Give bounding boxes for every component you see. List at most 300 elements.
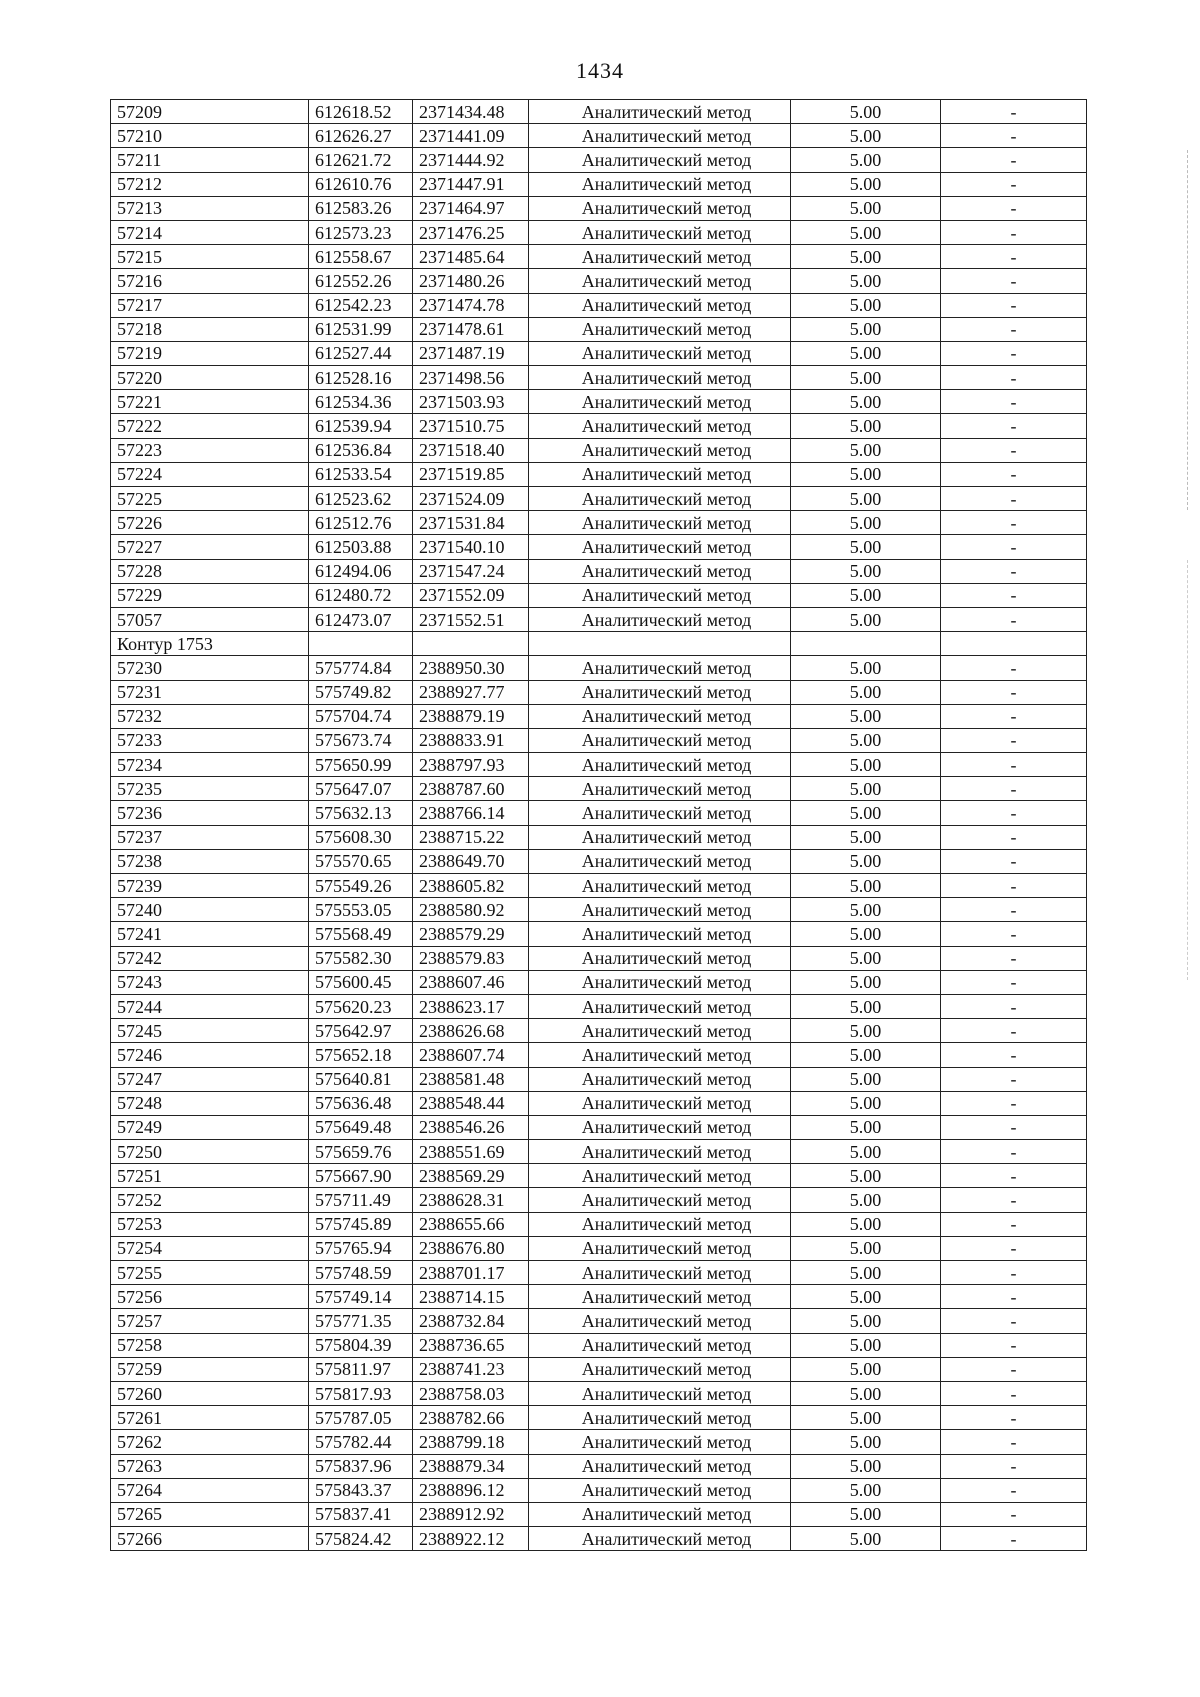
table-row <box>111 994 1087 1018</box>
accuracy-cell: 5.00 <box>791 583 941 607</box>
method-cell: Аналитический метод <box>529 245 791 269</box>
y-coordinate-cell: 2388701.17 <box>413 1261 529 1285</box>
x-coordinate-cell: 612512.76 <box>309 511 413 535</box>
coordinates-table-body <box>111 100 1087 1551</box>
table-row <box>111 825 1087 849</box>
x-coordinate-cell: 575652.18 <box>309 1043 413 1067</box>
accuracy-cell: 5.00 <box>791 898 941 922</box>
empty-cell <box>529 632 791 656</box>
note-cell: - <box>941 341 1087 365</box>
point-id-cell: 57244 <box>111 994 309 1018</box>
method-cell: Аналитический метод <box>529 1430 791 1454</box>
accuracy-cell: 5.00 <box>791 970 941 994</box>
accuracy-cell: 5.00 <box>791 1019 941 1043</box>
method-cell: Аналитический метод <box>529 1212 791 1236</box>
margin-scan-mark <box>1186 560 1188 980</box>
note-cell: - <box>941 1043 1087 1067</box>
x-coordinate-cell: 612494.06 <box>309 559 413 583</box>
section-header-row <box>111 632 1087 656</box>
table-row <box>111 1309 1087 1333</box>
method-cell: Аналитический метод <box>529 946 791 970</box>
note-cell: - <box>941 1164 1087 1188</box>
method-cell: Аналитический метод <box>529 801 791 825</box>
table-row <box>111 390 1087 414</box>
y-coordinate-cell: 2388758.03 <box>413 1381 529 1405</box>
y-coordinate-cell: 2388655.66 <box>413 1212 529 1236</box>
table-row <box>111 1019 1087 1043</box>
table-row <box>111 245 1087 269</box>
point-id-cell: 57255 <box>111 1261 309 1285</box>
y-coordinate-cell: 2371552.09 <box>413 583 529 607</box>
note-cell: - <box>941 438 1087 462</box>
note-cell: - <box>941 728 1087 752</box>
accuracy-cell: 5.00 <box>791 1236 941 1260</box>
x-coordinate-cell: 575771.35 <box>309 1309 413 1333</box>
point-id-cell: 57265 <box>111 1502 309 1526</box>
point-id-cell: 57213 <box>111 196 309 220</box>
x-coordinate-cell: 612503.88 <box>309 535 413 559</box>
point-id-cell: 57214 <box>111 220 309 244</box>
x-coordinate-cell: 575636.48 <box>309 1091 413 1115</box>
method-cell: Аналитический метод <box>529 898 791 922</box>
table-row <box>111 704 1087 728</box>
table-row <box>111 511 1087 535</box>
y-coordinate-cell: 2388579.29 <box>413 922 529 946</box>
point-id-cell: 57218 <box>111 317 309 341</box>
table-row <box>111 220 1087 244</box>
note-cell: - <box>941 583 1087 607</box>
accuracy-cell: 5.00 <box>791 777 941 801</box>
y-coordinate-cell: 2388799.18 <box>413 1430 529 1454</box>
accuracy-cell: 5.00 <box>791 1527 941 1551</box>
x-coordinate-cell: 575620.23 <box>309 994 413 1018</box>
empty-cell <box>413 632 529 656</box>
point-id-cell: 57245 <box>111 1019 309 1043</box>
x-coordinate-cell: 612583.26 <box>309 196 413 220</box>
y-coordinate-cell: 2388833.91 <box>413 728 529 752</box>
accuracy-cell: 5.00 <box>791 293 941 317</box>
point-id-cell: 57254 <box>111 1236 309 1260</box>
accuracy-cell: 5.00 <box>791 1430 941 1454</box>
note-cell: - <box>941 1333 1087 1357</box>
accuracy-cell: 5.00 <box>791 1115 941 1139</box>
point-id-cell: 57262 <box>111 1430 309 1454</box>
note-cell: - <box>941 1212 1087 1236</box>
point-id-cell: 57261 <box>111 1406 309 1430</box>
table-row <box>111 1212 1087 1236</box>
y-coordinate-cell: 2388548.44 <box>413 1091 529 1115</box>
accuracy-cell: 5.00 <box>791 511 941 535</box>
table-row <box>111 1430 1087 1454</box>
point-id-cell: 57211 <box>111 148 309 172</box>
table-row <box>111 1043 1087 1067</box>
point-id-cell: 57238 <box>111 849 309 873</box>
table-row <box>111 898 1087 922</box>
method-cell: Аналитический метод <box>529 535 791 559</box>
x-coordinate-cell: 575843.37 <box>309 1478 413 1502</box>
y-coordinate-cell: 2371478.61 <box>413 317 529 341</box>
x-coordinate-cell: 575553.05 <box>309 898 413 922</box>
note-cell: - <box>941 1406 1087 1430</box>
point-id-cell: 57246 <box>111 1043 309 1067</box>
note-cell: - <box>941 1381 1087 1405</box>
x-coordinate-cell: 575782.44 <box>309 1430 413 1454</box>
method-cell: Аналитический метод <box>529 680 791 704</box>
page-number: 1434 <box>576 58 624 83</box>
note-cell: - <box>941 220 1087 244</box>
note-cell: - <box>941 366 1087 390</box>
y-coordinate-cell: 2388879.19 <box>413 704 529 728</box>
method-cell: Аналитический метод <box>529 656 791 680</box>
table-row <box>111 1406 1087 1430</box>
table-row <box>111 1091 1087 1115</box>
note-cell: - <box>941 317 1087 341</box>
note-cell: - <box>941 922 1087 946</box>
x-coordinate-cell: 575787.05 <box>309 1406 413 1430</box>
x-coordinate-cell: 612473.07 <box>309 607 413 631</box>
method-cell: Аналитический метод <box>529 1406 791 1430</box>
method-cell: Аналитический метод <box>529 1502 791 1526</box>
table-row <box>111 341 1087 365</box>
table-row <box>111 1357 1087 1381</box>
point-id-cell: 57217 <box>111 293 309 317</box>
y-coordinate-cell: 2388927.77 <box>413 680 529 704</box>
note-cell: - <box>941 994 1087 1018</box>
note-cell: - <box>941 196 1087 220</box>
method-cell: Аналитический метод <box>529 462 791 486</box>
x-coordinate-cell: 575749.14 <box>309 1285 413 1309</box>
point-id-cell: 57256 <box>111 1285 309 1309</box>
table-row <box>111 462 1087 486</box>
method-cell: Аналитический метод <box>529 849 791 873</box>
method-cell: Аналитический метод <box>529 1454 791 1478</box>
table-row <box>111 583 1087 607</box>
accuracy-cell: 5.00 <box>791 341 941 365</box>
note-cell: - <box>941 462 1087 486</box>
margin-scan-mark <box>1186 150 1188 510</box>
point-id-cell: 57233 <box>111 728 309 752</box>
point-id-cell: 57216 <box>111 269 309 293</box>
x-coordinate-cell: 612480.72 <box>309 583 413 607</box>
note-cell: - <box>941 511 1087 535</box>
method-cell: Аналитический метод <box>529 341 791 365</box>
note-cell: - <box>941 1285 1087 1309</box>
point-id-cell: 57210 <box>111 124 309 148</box>
point-id-cell: 57225 <box>111 487 309 511</box>
method-cell: Аналитический метод <box>529 922 791 946</box>
accuracy-cell: 5.00 <box>791 196 941 220</box>
note-cell: - <box>941 946 1087 970</box>
note-cell: - <box>941 1115 1087 1139</box>
method-cell: Аналитический метод <box>529 124 791 148</box>
point-id-cell: 57264 <box>111 1478 309 1502</box>
note-cell: - <box>941 970 1087 994</box>
accuracy-cell: 5.00 <box>791 1261 941 1285</box>
table-row <box>111 1261 1087 1285</box>
y-coordinate-cell: 2371441.09 <box>413 124 529 148</box>
y-coordinate-cell: 2388607.74 <box>413 1043 529 1067</box>
x-coordinate-cell: 575600.45 <box>309 970 413 994</box>
table-row <box>111 801 1087 825</box>
x-coordinate-cell: 612531.99 <box>309 317 413 341</box>
y-coordinate-cell: 2388581.48 <box>413 1067 529 1091</box>
table-row <box>111 1502 1087 1526</box>
point-id-cell: 57266 <box>111 1527 309 1551</box>
accuracy-cell: 5.00 <box>791 1140 941 1164</box>
accuracy-cell: 5.00 <box>791 535 941 559</box>
note-cell: - <box>941 172 1087 196</box>
point-id-cell: 57263 <box>111 1454 309 1478</box>
accuracy-cell: 5.00 <box>791 922 941 946</box>
note-cell: - <box>941 1527 1087 1551</box>
note-cell: - <box>941 1478 1087 1502</box>
table-row <box>111 535 1087 559</box>
method-cell: Аналитический метод <box>529 728 791 752</box>
y-coordinate-cell: 2371531.84 <box>413 511 529 535</box>
accuracy-cell: 5.00 <box>791 220 941 244</box>
method-cell: Аналитический метод <box>529 269 791 293</box>
table-row <box>111 124 1087 148</box>
note-cell: - <box>941 1357 1087 1381</box>
x-coordinate-cell: 575749.82 <box>309 680 413 704</box>
method-cell: Аналитический метод <box>529 172 791 196</box>
x-coordinate-cell: 575837.41 <box>309 1502 413 1526</box>
table-row <box>111 1115 1087 1139</box>
method-cell: Аналитический метод <box>529 704 791 728</box>
table-row <box>111 680 1087 704</box>
table-row <box>111 753 1087 777</box>
table-row <box>111 559 1087 583</box>
x-coordinate-cell: 575608.30 <box>309 825 413 849</box>
note-cell: - <box>941 269 1087 293</box>
point-id-cell: 57251 <box>111 1164 309 1188</box>
accuracy-cell: 5.00 <box>791 801 941 825</box>
accuracy-cell: 5.00 <box>791 462 941 486</box>
table-row <box>111 1188 1087 1212</box>
table-row <box>111 1236 1087 1260</box>
accuracy-cell: 5.00 <box>791 1285 941 1309</box>
y-coordinate-cell: 2388714.15 <box>413 1285 529 1309</box>
point-id-cell: 57247 <box>111 1067 309 1091</box>
point-id-cell: 57239 <box>111 874 309 898</box>
y-coordinate-cell: 2371552.51 <box>413 607 529 631</box>
method-cell: Аналитический метод <box>529 148 791 172</box>
x-coordinate-cell: 612527.44 <box>309 341 413 365</box>
note-cell: - <box>941 1140 1087 1164</box>
note-cell: - <box>941 1188 1087 1212</box>
point-id-cell: 57224 <box>111 462 309 486</box>
method-cell: Аналитический метод <box>529 994 791 1018</box>
method-cell: Аналитический метод <box>529 1527 791 1551</box>
table-row <box>111 100 1087 124</box>
accuracy-cell: 5.00 <box>791 728 941 752</box>
accuracy-cell: 5.00 <box>791 124 941 148</box>
accuracy-cell: 5.00 <box>791 1406 941 1430</box>
note-cell: - <box>941 825 1087 849</box>
point-id-cell: 57248 <box>111 1091 309 1115</box>
y-coordinate-cell: 2388623.17 <box>413 994 529 1018</box>
y-coordinate-cell: 2388607.46 <box>413 970 529 994</box>
x-coordinate-cell: 575640.81 <box>309 1067 413 1091</box>
table-row <box>111 317 1087 341</box>
x-coordinate-cell: 575667.90 <box>309 1164 413 1188</box>
accuracy-cell: 5.00 <box>791 1091 941 1115</box>
table-row <box>111 946 1087 970</box>
x-coordinate-cell: 575824.42 <box>309 1527 413 1551</box>
point-id-cell: 57228 <box>111 559 309 583</box>
note-cell: - <box>941 607 1087 631</box>
method-cell: Аналитический метод <box>529 511 791 535</box>
table-row <box>111 1067 1087 1091</box>
y-coordinate-cell: 2371485.64 <box>413 245 529 269</box>
point-id-cell: 57230 <box>111 656 309 680</box>
x-coordinate-cell: 612523.62 <box>309 487 413 511</box>
y-coordinate-cell: 2371476.25 <box>413 220 529 244</box>
y-coordinate-cell: 2371487.19 <box>413 341 529 365</box>
x-coordinate-cell: 612539.94 <box>309 414 413 438</box>
point-id-cell: 57234 <box>111 753 309 777</box>
table-row <box>111 849 1087 873</box>
table-row <box>111 1285 1087 1309</box>
method-cell: Аналитический метод <box>529 1140 791 1164</box>
note-cell: - <box>941 293 1087 317</box>
method-cell: Аналитический метод <box>529 607 791 631</box>
note-cell: - <box>941 1019 1087 1043</box>
accuracy-cell: 5.00 <box>791 438 941 462</box>
note-cell: - <box>941 849 1087 873</box>
accuracy-cell: 5.00 <box>791 994 941 1018</box>
note-cell: - <box>941 874 1087 898</box>
accuracy-cell: 5.00 <box>791 269 941 293</box>
note-cell: - <box>941 390 1087 414</box>
note-cell: - <box>941 559 1087 583</box>
x-coordinate-cell: 612610.76 <box>309 172 413 196</box>
table-row <box>111 1381 1087 1405</box>
y-coordinate-cell: 2388605.82 <box>413 874 529 898</box>
note-cell: - <box>941 148 1087 172</box>
x-coordinate-cell: 612621.72 <box>309 148 413 172</box>
point-id-cell: 57237 <box>111 825 309 849</box>
y-coordinate-cell: 2371519.85 <box>413 462 529 486</box>
point-id-cell: 57259 <box>111 1357 309 1381</box>
x-coordinate-cell: 612533.54 <box>309 462 413 486</box>
table-row <box>111 438 1087 462</box>
table-row <box>111 874 1087 898</box>
note-cell: - <box>941 1309 1087 1333</box>
x-coordinate-cell: 575650.99 <box>309 753 413 777</box>
accuracy-cell: 5.00 <box>791 487 941 511</box>
x-coordinate-cell: 612552.26 <box>309 269 413 293</box>
y-coordinate-cell: 2388912.92 <box>413 1502 529 1526</box>
note-cell: - <box>941 1502 1087 1526</box>
method-cell: Аналитический метод <box>529 1381 791 1405</box>
method-cell: Аналитический метод <box>529 487 791 511</box>
y-coordinate-cell: 2371444.92 <box>413 148 529 172</box>
table-row <box>111 366 1087 390</box>
method-cell: Аналитический метод <box>529 414 791 438</box>
method-cell: Аналитический метод <box>529 1188 791 1212</box>
table-row <box>111 1164 1087 1188</box>
y-coordinate-cell: 2371474.78 <box>413 293 529 317</box>
point-id-cell: 57231 <box>111 680 309 704</box>
point-id-cell: 57220 <box>111 366 309 390</box>
accuracy-cell: 5.00 <box>791 656 941 680</box>
y-coordinate-cell: 2388797.93 <box>413 753 529 777</box>
point-id-cell: 57236 <box>111 801 309 825</box>
x-coordinate-cell: 575745.89 <box>309 1212 413 1236</box>
point-id-cell: 57257 <box>111 1309 309 1333</box>
empty-cell <box>309 632 413 656</box>
y-coordinate-cell: 2388649.70 <box>413 849 529 873</box>
method-cell: Аналитический метод <box>529 293 791 317</box>
x-coordinate-cell: 612528.16 <box>309 366 413 390</box>
method-cell: Аналитический метод <box>529 317 791 341</box>
table-row <box>111 777 1087 801</box>
table-row <box>111 728 1087 752</box>
method-cell: Аналитический метод <box>529 1067 791 1091</box>
note-cell: - <box>941 801 1087 825</box>
accuracy-cell: 5.00 <box>791 1357 941 1381</box>
x-coordinate-cell: 575659.76 <box>309 1140 413 1164</box>
accuracy-cell: 5.00 <box>791 680 941 704</box>
accuracy-cell: 5.00 <box>791 100 941 124</box>
x-coordinate-cell: 575704.74 <box>309 704 413 728</box>
x-coordinate-cell: 612558.67 <box>309 245 413 269</box>
accuracy-cell: 5.00 <box>791 1164 941 1188</box>
method-cell: Аналитический метод <box>529 1357 791 1381</box>
x-coordinate-cell: 575817.93 <box>309 1381 413 1405</box>
point-id-cell: 57241 <box>111 922 309 946</box>
accuracy-cell: 5.00 <box>791 1333 941 1357</box>
note-cell: - <box>941 1091 1087 1115</box>
table-row <box>111 922 1087 946</box>
note-cell: - <box>941 1236 1087 1260</box>
y-coordinate-cell: 2388628.31 <box>413 1188 529 1212</box>
table-row <box>111 970 1087 994</box>
point-id-cell: 57215 <box>111 245 309 269</box>
y-coordinate-cell: 2388579.83 <box>413 946 529 970</box>
accuracy-cell: 5.00 <box>791 1478 941 1502</box>
point-id-cell: 57229 <box>111 583 309 607</box>
x-coordinate-cell: 575711.49 <box>309 1188 413 1212</box>
y-coordinate-cell: 2388569.29 <box>413 1164 529 1188</box>
x-coordinate-cell: 575673.74 <box>309 728 413 752</box>
point-id-cell: 57209 <box>111 100 309 124</box>
method-cell: Аналитический метод <box>529 559 791 583</box>
x-coordinate-cell: 612573.23 <box>309 220 413 244</box>
y-coordinate-cell: 2371464.97 <box>413 196 529 220</box>
table-row <box>111 269 1087 293</box>
method-cell: Аналитический метод <box>529 1091 791 1115</box>
accuracy-cell: 5.00 <box>791 1502 941 1526</box>
x-coordinate-cell: 575811.97 <box>309 1357 413 1381</box>
x-coordinate-cell: 575774.84 <box>309 656 413 680</box>
method-cell: Аналитический метод <box>529 874 791 898</box>
point-id-cell: 57253 <box>111 1212 309 1236</box>
note-cell: - <box>941 414 1087 438</box>
note-cell: - <box>941 535 1087 559</box>
y-coordinate-cell: 2371434.48 <box>413 100 529 124</box>
point-id-cell: 57243 <box>111 970 309 994</box>
y-coordinate-cell: 2388766.14 <box>413 801 529 825</box>
point-id-cell: 57221 <box>111 390 309 414</box>
table-row <box>111 1140 1087 1164</box>
y-coordinate-cell: 2388736.65 <box>413 1333 529 1357</box>
accuracy-cell: 5.00 <box>791 946 941 970</box>
accuracy-cell: 5.00 <box>791 148 941 172</box>
y-coordinate-cell: 2371524.09 <box>413 487 529 511</box>
y-coordinate-cell: 2371540.10 <box>413 535 529 559</box>
